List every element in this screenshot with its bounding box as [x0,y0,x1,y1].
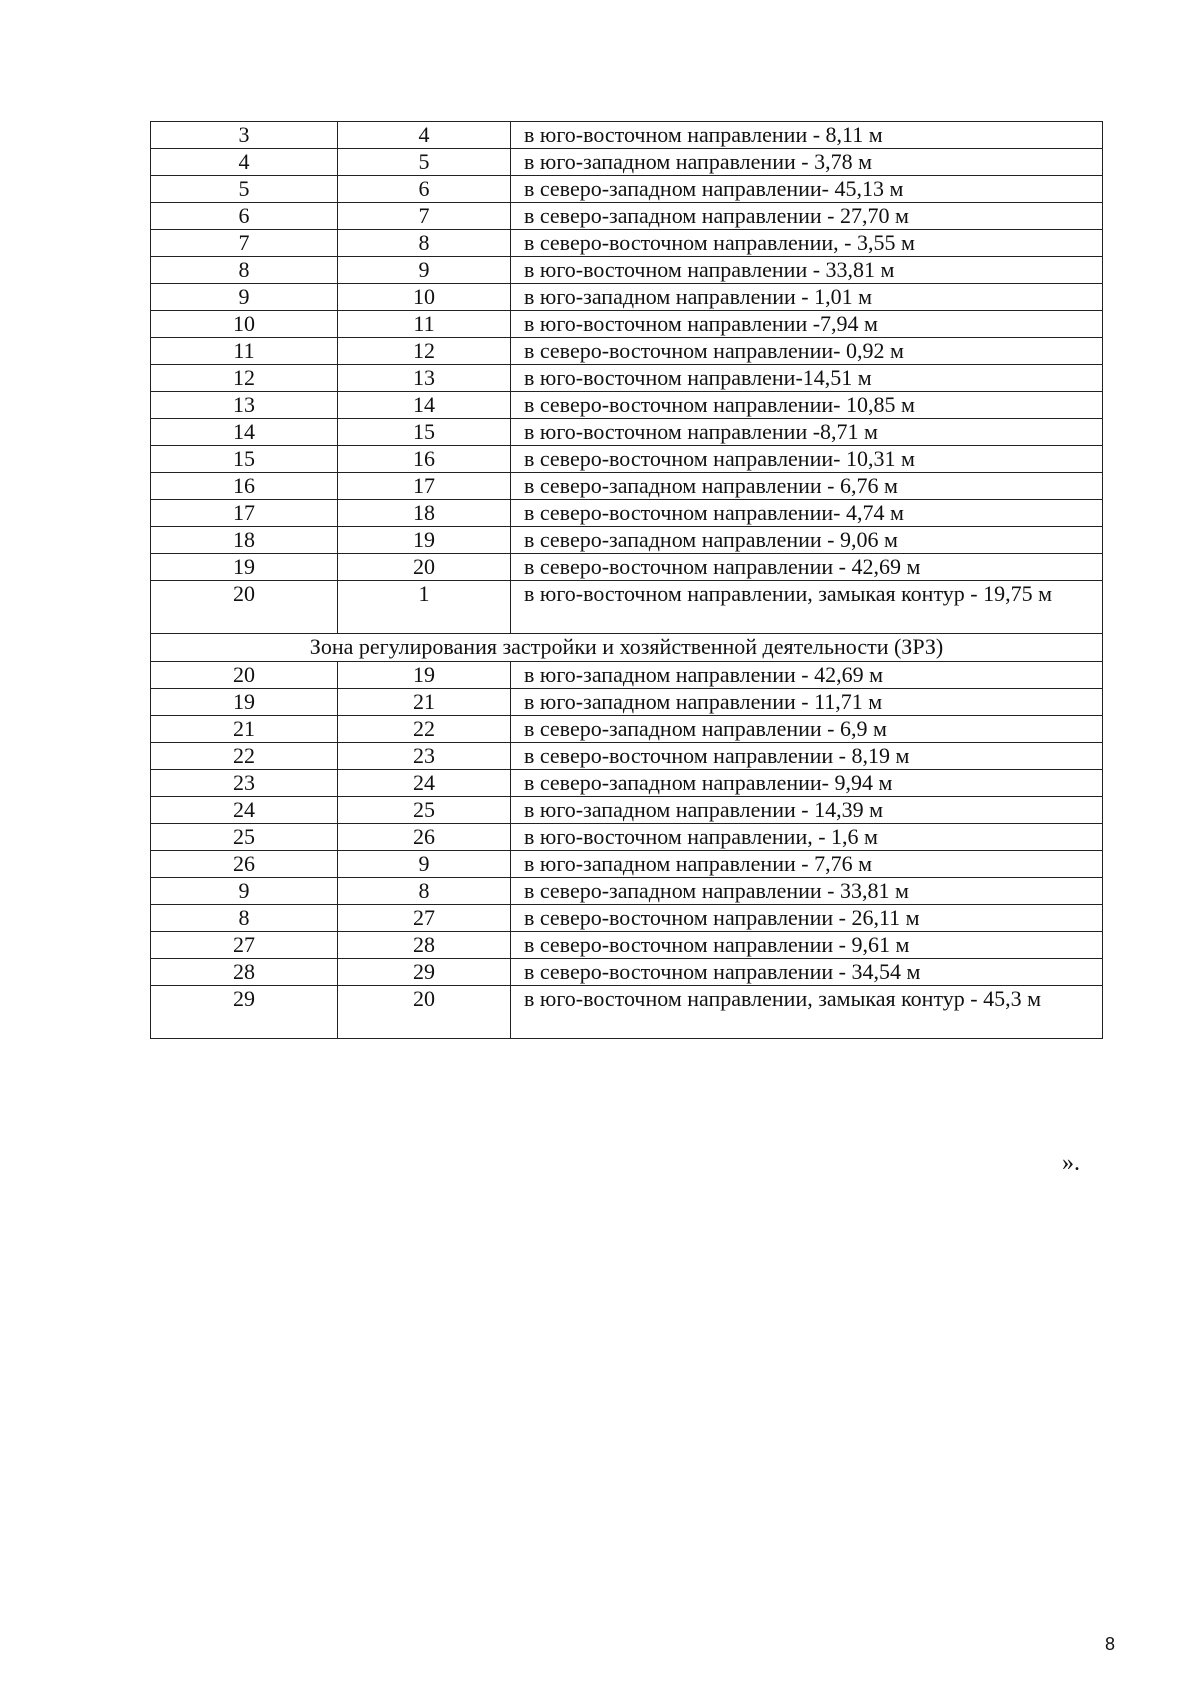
table-row [151,797,1103,824]
direction-distance-cell: в северо-западном направлении - 6,76 м [511,473,1103,500]
table-row [151,284,1103,311]
direction-distance-cell: в юго-восточном направлении - 33,81 м [511,257,1103,284]
point-to-cell: 7 [338,203,511,230]
section-title-zrz: Зона регулирования застройки и хозяйственной деятельности (ЗРЗ) [151,634,1103,662]
direction-distance-cell: в юго-восточном направлении, замыкая контур - 45,3 м [511,986,1103,1039]
point-to-cell: 14 [338,392,511,419]
point-to-cell: 16 [338,446,511,473]
point-to-cell: 6 [338,176,511,203]
table-row [151,743,1103,770]
direction-distance-cell: в северо-восточном направлении - 26,11 м [511,905,1103,932]
point-to-cell: 18 [338,500,511,527]
table-row [151,446,1103,473]
point-to-cell: 15 [338,419,511,446]
point-to-cell: 23 [338,743,511,770]
point-to-cell: 19 [338,527,511,554]
point-to-cell: 11 [338,311,511,338]
point-from-cell: 16 [151,473,338,500]
point-to-cell: 9 [338,257,511,284]
point-from-cell: 8 [151,257,338,284]
direction-distance-cell: в северо-западном направлении - 9,06 м [511,527,1103,554]
direction-distance-cell: в юго-восточном направлении -8,71 м [511,419,1103,446]
direction-distance-cell: в юго-восточном направлени-14,51 м [511,365,1103,392]
point-to-cell: 29 [338,959,511,986]
table-row [151,932,1103,959]
direction-distance-cell: в юго-восточном направлении, замыкая контур - 19,75 м [511,581,1103,634]
point-from-cell: 17 [151,500,338,527]
point-to-cell: 9 [338,851,511,878]
table-row [151,770,1103,797]
table-row [151,311,1103,338]
point-to-cell: 8 [338,230,511,257]
table-row [151,338,1103,365]
point-from-cell: 15 [151,446,338,473]
direction-distance-cell: в юго-западном направлении - 14,39 м [511,797,1103,824]
direction-distance-cell: в северо-западном направлении - 27,70 м [511,203,1103,230]
table-row [151,149,1103,176]
table-row [151,662,1103,689]
point-from-cell: 20 [151,662,338,689]
point-from-cell: 21 [151,716,338,743]
point-to-cell: 19 [338,662,511,689]
direction-distance-cell: в северо-восточном направлении - 34,54 м [511,959,1103,986]
point-from-cell: 9 [151,878,338,905]
point-from-cell: 19 [151,689,338,716]
point-from-cell: 13 [151,392,338,419]
point-to-cell: 8 [338,878,511,905]
direction-distance-cell: в северо-восточном направлении- 4,74 м [511,500,1103,527]
point-from-cell: 29 [151,986,338,1039]
direction-distance-cell: в северо-западном направлении- 9,94 м [511,770,1103,797]
point-from-cell: 4 [151,149,338,176]
direction-distance-cell: в юго-западном направлении - 11,71 м [511,689,1103,716]
point-from-cell: 12 [151,365,338,392]
table-row [151,554,1103,581]
point-from-cell: 25 [151,824,338,851]
point-to-cell: 12 [338,338,511,365]
table-row [151,824,1103,851]
table-row [151,959,1103,986]
direction-distance-cell: в юго-западном направлении - 1,01 м [511,284,1103,311]
point-to-cell: 22 [338,716,511,743]
table-row [151,176,1103,203]
point-from-cell: 20 [151,581,338,634]
point-to-cell: 1 [338,581,511,634]
point-to-cell: 4 [338,122,511,149]
point-from-cell: 9 [151,284,338,311]
direction-distance-cell: в северо-западном направлении - 33,81 м [511,878,1103,905]
table-row [151,581,1103,634]
table-row [151,203,1103,230]
point-from-cell: 26 [151,851,338,878]
direction-distance-cell: в северо-восточном направлении - 42,69 м [511,554,1103,581]
point-from-cell: 27 [151,932,338,959]
point-to-cell: 17 [338,473,511,500]
point-from-cell: 14 [151,419,338,446]
point-to-cell: 26 [338,824,511,851]
point-to-cell: 13 [338,365,511,392]
direction-distance-cell: в северо-восточном направлении- 10,31 м [511,446,1103,473]
table-row [151,473,1103,500]
table-row [151,716,1103,743]
direction-distance-cell: в северо-западном направлении - 6,9 м [511,716,1103,743]
zrz-boundary-rows [151,662,1103,1039]
point-from-cell: 23 [151,770,338,797]
point-to-cell: 25 [338,797,511,824]
point-from-cell: 8 [151,905,338,932]
point-from-cell: 3 [151,122,338,149]
direction-distance-cell: в юго-западном направлении - 42,69 м [511,662,1103,689]
direction-distance-cell: в северо-западном направлении- 45,13 м [511,176,1103,203]
direction-distance-cell: в северо-восточном направлении, - 3,55 м [511,230,1103,257]
direction-distance-cell: в северо-восточном направлении - 8,19 м [511,743,1103,770]
direction-distance-cell: в северо-восточном направлении- 10,85 м [511,392,1103,419]
page-number: 8 [1105,1634,1116,1654]
section-header-group [151,634,1103,662]
table-row [151,986,1103,1039]
point-from-cell: 7 [151,230,338,257]
table-row [151,851,1103,878]
direction-distance-cell: в северо-восточном направлении - 9,61 м [511,932,1103,959]
point-from-cell: 18 [151,527,338,554]
table-row [151,230,1103,257]
point-from-cell: 6 [151,203,338,230]
table-row [151,527,1103,554]
point-to-cell: 24 [338,770,511,797]
table-row [151,257,1103,284]
table-row [151,122,1103,149]
direction-distance-cell: в юго-западном направлении - 3,78 м [511,149,1103,176]
point-from-cell: 28 [151,959,338,986]
table-row [151,365,1103,392]
point-from-cell: 10 [151,311,338,338]
point-to-cell: 20 [338,986,511,1039]
point-from-cell: 22 [151,743,338,770]
direction-distance-cell: в юго-восточном направлении, - 1,6 м [511,824,1103,851]
point-to-cell: 28 [338,932,511,959]
point-from-cell: 19 [151,554,338,581]
point-to-cell: 20 [338,554,511,581]
table-row [151,419,1103,446]
table-row [151,905,1103,932]
boundary-table [150,121,1103,1039]
direction-distance-cell: в юго-западном направлении - 7,76 м [511,851,1103,878]
table-row [151,689,1103,716]
point-to-cell: 27 [338,905,511,932]
closing-quote-mark: ». [1062,1150,1080,1176]
table-row [151,878,1103,905]
direction-distance-cell: в северо-восточном направлении- 0,92 м [511,338,1103,365]
table-row [151,500,1103,527]
direction-distance-cell: в юго-восточном направлении - 8,11 м [511,122,1103,149]
point-from-cell: 24 [151,797,338,824]
point-to-cell: 10 [338,284,511,311]
table-row [151,392,1103,419]
direction-distance-cell: в юго-восточном направлении -7,94 м [511,311,1103,338]
point-to-cell: 5 [338,149,511,176]
point-to-cell: 21 [338,689,511,716]
point-from-cell: 11 [151,338,338,365]
zone-boundary-rows [151,122,1103,634]
point-from-cell: 5 [151,176,338,203]
